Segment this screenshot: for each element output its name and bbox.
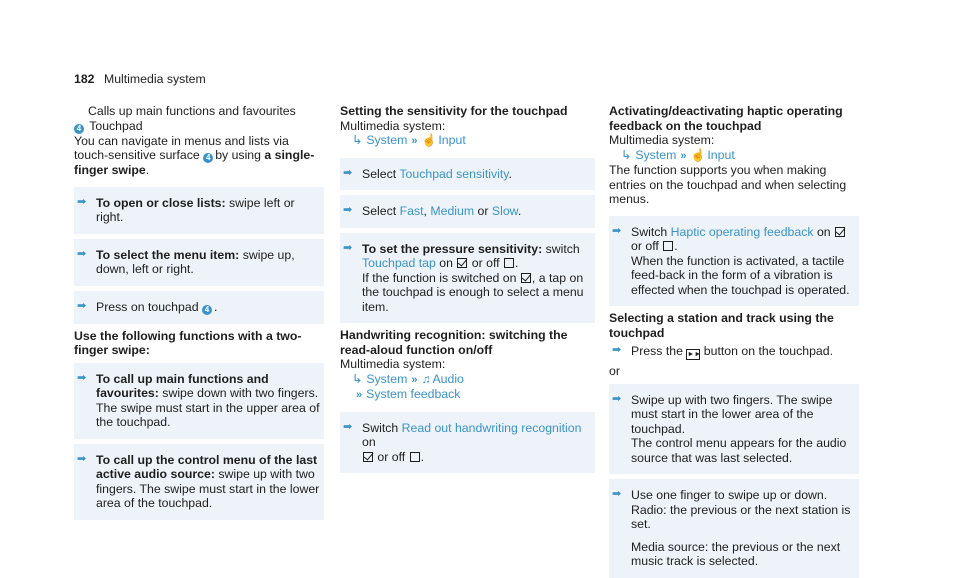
step-arrow-icon: ➡: [77, 195, 87, 208]
step-arrow-icon: ➡: [77, 247, 87, 260]
audio-icon: ♫: [421, 371, 431, 386]
medium-option[interactable]: Medium: [430, 204, 475, 218]
step-text: swipe up, down, left or right.: [96, 247, 295, 276]
step-text: Switch: [362, 420, 399, 435]
step-arrow-icon: ➡: [343, 420, 353, 433]
column-right: [609, 104, 859, 578]
step-bold: To set the pressure sensitivity:: [362, 241, 543, 256]
badge-4-inline: 4: [203, 153, 213, 163]
step-haptic: ➡ Switch Haptic operating feedback on or off . When the function is activated, a tactile feed-back in the form of a vibration is effected when the touchpad is operated.: [609, 216, 859, 307]
step-main-functions: [74, 363, 324, 439]
step-text: Radio: the previous or the next station is set.: [631, 502, 851, 531]
station-heading: Selecting a station and track using the touchpad: [609, 311, 834, 340]
intro-b: by using: [215, 148, 261, 162]
step-bold: To call up main functions and favourites:: [96, 371, 269, 400]
checkbox-on-icon: [363, 452, 373, 462]
step-select-sensitivity: ➡ Select Touchpad sensitivity.: [340, 158, 595, 191]
step-text: swipe up with two fingers. The swipe must start in the lower area of the touchpad.: [96, 467, 320, 510]
step-text: Swipe up with two fingers. The swipe must start in the lower area of the touchpad.: [631, 392, 833, 436]
section-title: Multimedia system: [103, 72, 206, 86]
intro-paragraph: You can navigate in menus and lists via touch-sensitive surface 4 by using a single-finger swipe.: [74, 133, 315, 177]
step-text: Select: [362, 166, 397, 181]
on-text: on: [362, 435, 376, 449]
path-arrow-icon: »: [411, 135, 418, 147]
on-text: on: [439, 256, 453, 270]
off-text: or off: [471, 256, 500, 270]
path-system[interactable]: System: [366, 133, 408, 147]
fast-option[interactable]: Fast: [399, 204, 424, 218]
step-arrow-icon: ➡: [343, 204, 353, 216]
step-text: When the function is activated, a tactile feed-back in the form of a vibration is effected when the touchpad is operated.: [631, 253, 850, 297]
checkbox-off-icon: [504, 258, 514, 268]
step-bold: To select the menu item:: [96, 247, 240, 262]
two-finger-heading: Use the following functions with a two-finger swipe:: [74, 328, 302, 357]
step-text: , a tap on the touchpad is enough to select a menu item.: [362, 270, 584, 314]
column-middle: [340, 104, 595, 473]
checkbox-on-icon: [521, 273, 531, 283]
step-bold: To call up the control menu of the last active audio source:: [96, 452, 318, 481]
step-text: Use one finger to swipe up or down.: [631, 488, 828, 502]
path-input[interactable]: Input: [438, 133, 466, 147]
step-pressure: ➡ To set the pressure sensitivity: switch Touchpad tap on or off . If the function is switched on , a tap on the touchpad is enough to select a menu item.: [340, 233, 595, 324]
menu-path: [340, 133, 595, 149]
path-system[interactable]: System: [366, 371, 408, 386]
step-arrow-icon: ➡: [343, 166, 353, 179]
path-system-feedback[interactable]: System feedback: [366, 387, 461, 401]
path-arrow-icon: »: [680, 149, 687, 162]
step-text: button on the touchpad.: [703, 344, 834, 358]
hand-icon: ☝: [421, 133, 437, 147]
hand-icon: ☝: [690, 147, 706, 162]
checkbox-off-icon: [410, 452, 420, 462]
or-text: or: [477, 204, 489, 218]
touchpad-sensitivity-link[interactable]: Touchpad sensitivity: [399, 166, 509, 181]
path-hook-icon: ↳: [352, 371, 363, 386]
haptic-description: The function supports you when making entries on the touchpad and when selecting menus.: [609, 163, 847, 206]
badge-4: 4: [74, 124, 84, 134]
menu-path: [340, 372, 595, 388]
touchpad-tap-link[interactable]: Touchpad tap: [362, 256, 436, 270]
step-text: Switch: [631, 224, 668, 239]
step-swipe-updown: [609, 479, 859, 578]
step-text: swipe left or right.: [96, 195, 295, 224]
badge-4-step: 4: [202, 305, 212, 315]
skip-forward-icon: ►►: [687, 351, 702, 358]
step-bold: To open or close lists:: [96, 195, 226, 210]
step-press-skip: [609, 340, 859, 364]
step-select-item: [74, 239, 324, 286]
step-text: If the function is switched on: [362, 270, 517, 285]
intro-a: You can navigate in menus and lists via touch-sensitive surface: [74, 133, 289, 162]
step-arrow-icon: ➡: [343, 241, 353, 254]
sensitivity-heading: Setting the sensitivity for the touchpad: [340, 104, 568, 118]
off-text: or off: [631, 239, 659, 253]
handwriting-heading: Handwriting recognition: switching the read-aloud function on/off: [340, 328, 568, 357]
step-arrow-icon: ➡: [612, 344, 622, 356]
checkbox-on-icon: [457, 258, 467, 268]
step-text: Select: [362, 204, 397, 218]
step-read-out: ➡ Switch Read out handwriting recognition on or off .: [340, 412, 595, 474]
haptic-feedback-link[interactable]: Haptic operating feedback: [670, 224, 814, 239]
multimedia-label: Multimedia system:: [340, 357, 446, 371]
on-text: on: [816, 224, 831, 239]
checkbox-off-icon: [663, 241, 673, 251]
haptic-heading: Activating/deactivating haptic operating feedback on the touchpad: [609, 104, 843, 133]
multimedia-label: Multimedia system:: [340, 118, 446, 133]
page-header: [74, 72, 206, 87]
multimedia-label: Multimedia system:: [609, 133, 715, 147]
step-select-speed: ➡ Select Fast, Medium or Slow.: [340, 195, 595, 228]
column-left: [74, 104, 324, 520]
step-press: ➡ Press on touchpad 4 .: [74, 291, 324, 324]
step-text: The control menu appears for the audio source that was last selected.: [631, 436, 847, 465]
step-arrow-icon: ➡: [612, 224, 622, 237]
step-arrow-icon: ➡: [77, 299, 87, 312]
menu-path-cont: [340, 387, 595, 403]
step-arrow-icon: ➡: [612, 392, 622, 405]
read-out-link[interactable]: Read out handwriting recognition: [401, 420, 582, 435]
path-audio[interactable]: Audio: [432, 371, 464, 386]
path-hook-icon: ↳: [621, 147, 632, 162]
step-swipe-up: [609, 384, 859, 475]
path-input[interactable]: Input: [707, 147, 735, 162]
path-arrow-icon: »: [411, 373, 418, 386]
step-text: switch: [545, 241, 580, 256]
item-3-text: Calls up main functions and favourites: [88, 104, 296, 118]
slow-option[interactable]: Slow: [491, 204, 518, 218]
step-arrow-icon: ➡: [77, 371, 87, 384]
path-arrow-icon: »: [356, 389, 363, 401]
step-arrow-icon: ➡: [612, 488, 622, 500]
checkbox-on-icon: [835, 227, 845, 237]
step-arrow-icon: ➡: [77, 452, 87, 465]
step-text: Media source: the previous or the next music track is selected.: [631, 539, 841, 568]
item-4: [74, 119, 324, 134]
page-number: 182: [74, 72, 95, 86]
off-text: or off: [377, 449, 406, 464]
step-text: Press the: [631, 344, 683, 358]
path-system[interactable]: System: [635, 147, 677, 162]
intro-bold: a single-finger swipe: [74, 148, 315, 177]
step-control-menu: [74, 444, 324, 520]
step-text: Press on touchpad: [96, 299, 199, 314]
path-hook-icon: ↳: [352, 133, 363, 147]
step-open-close: [74, 187, 324, 234]
menu-path: [609, 148, 859, 164]
step-text: swipe down with two fingers. The swipe must start in the upper area of the touchpad.: [96, 386, 320, 429]
item-4-text: Touchpad: [89, 118, 143, 133]
or-text: or: [609, 364, 620, 378]
